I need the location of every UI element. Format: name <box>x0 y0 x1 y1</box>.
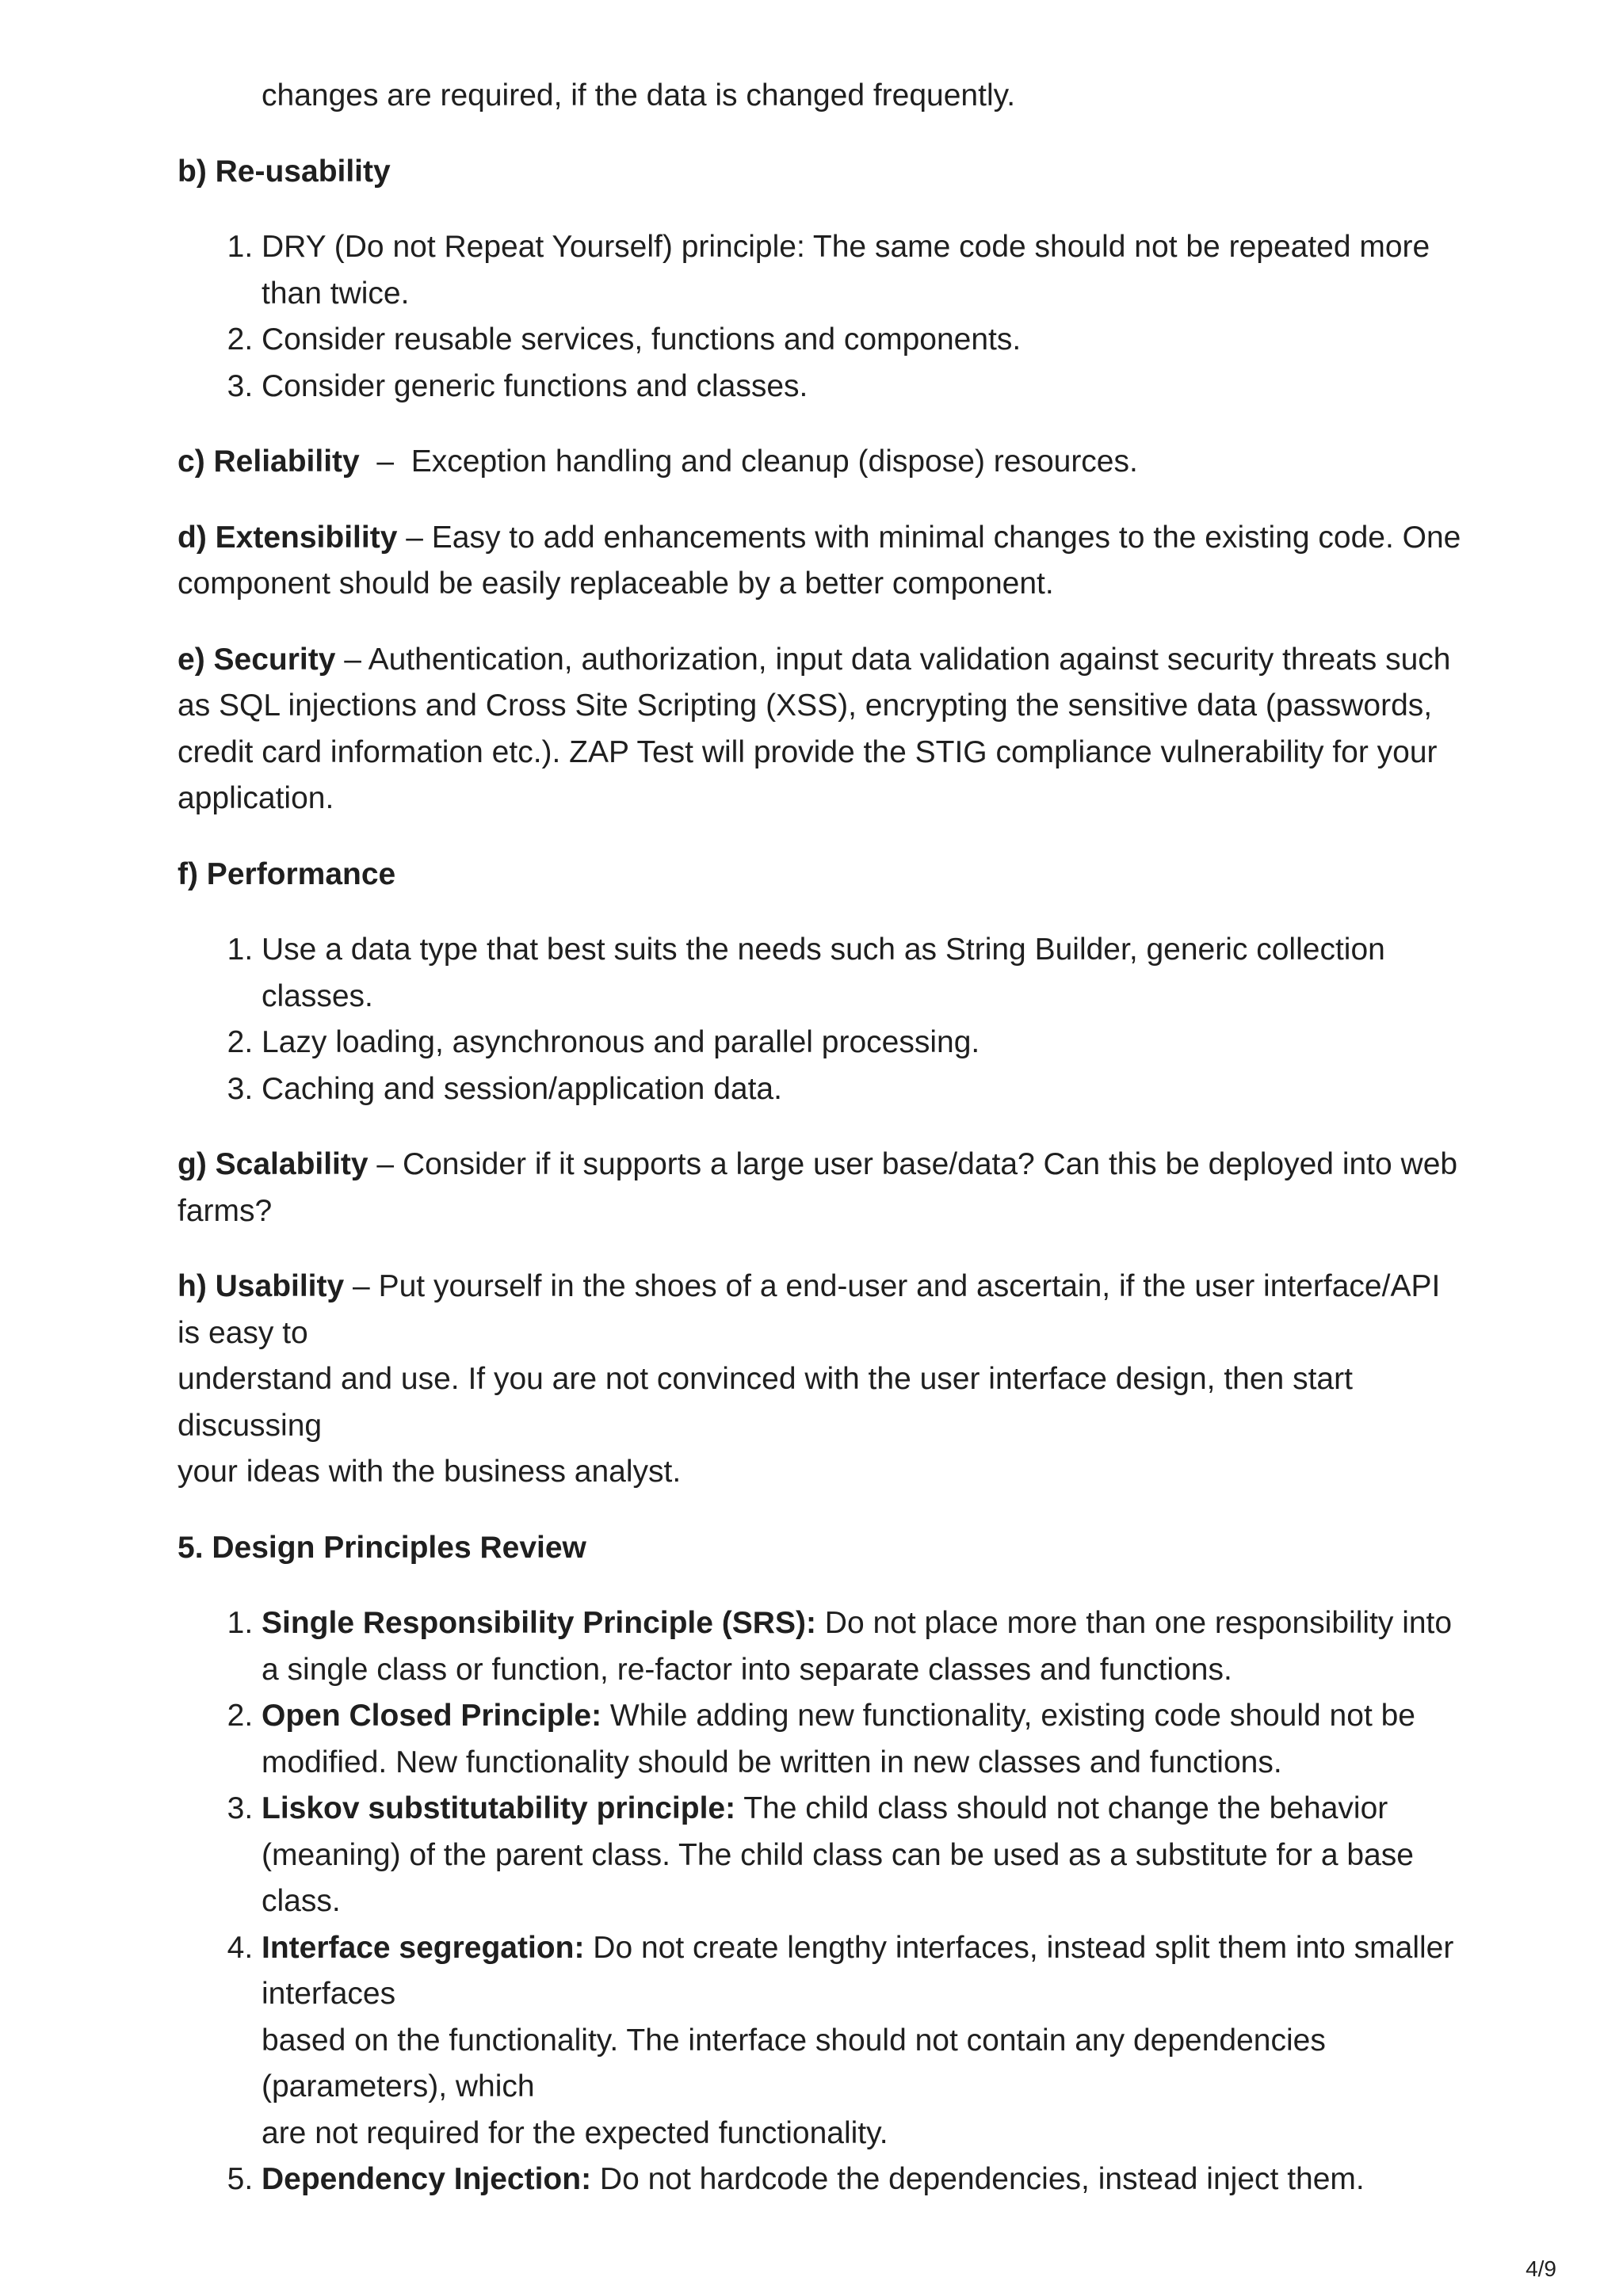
principle-text-3: are not required for the expected functionality. <box>262 2115 888 2150</box>
list-item <box>262 1786 1461 1925</box>
list-item: 1. DRY (Do not Repeat Yourself) principle: The same code should not be repeated more than twice. <box>262 224 1461 317</box>
principle-text: Do not create lengthy interfaces, instead split them into smaller interfaces <box>262 1930 1454 2011</box>
usability-label: h) Usability <box>178 1269 345 1303</box>
list-item <box>262 1693 1461 1786</box>
list-item: 2. Lazy loading, asynchronous and parallel processing. <box>262 1020 1461 1066</box>
principle-text: Do not hardcode the dependencies, instead inject them. <box>591 2162 1365 2196</box>
design-principles-heading: 5. Design Principles Review <box>178 1530 586 1565</box>
reliability-text: – Exception handling and cleanup (dispose) resources. <box>359 444 1138 479</box>
principle-label: Open Closed Principle: <box>262 1699 602 1733</box>
list-item <box>262 1925 1461 2157</box>
document-page <box>178 73 1461 2233</box>
list-item: 3. Consider generic functions and classes. <box>262 364 1461 410</box>
extensibility-label: d) Extensibility <box>178 520 398 555</box>
reusability-list <box>178 224 1461 410</box>
principle-label: Dependency Injection: <box>262 2162 592 2196</box>
page-number: 4/9 <box>1526 2256 1556 2281</box>
list-item: 3. Caching and session/application data. <box>262 1066 1461 1113</box>
extensibility-paragraph <box>178 515 1461 608</box>
principle-label: Interface segregation: <box>262 1930 585 1965</box>
performance-heading: f) Performance <box>178 856 396 891</box>
security-paragraph <box>178 637 1461 822</box>
list-item: 1. Use a data type that best suits the needs such as String Builder, generic collection classes. <box>262 927 1461 1020</box>
list-item: 2. Consider reusable services, functions and components. <box>262 317 1461 364</box>
reusability-heading: b) Re-usability <box>178 154 391 189</box>
principle-text-2: based on the functionality. The interface should not contain any dependencies (parameters), which <box>262 2023 1326 2103</box>
usability-text-3: your ideas with the business analyst. <box>178 1455 682 1489</box>
usability-paragraph <box>178 1264 1461 1496</box>
scalability-text: – Consider if it supports a large user base/data? Can this be deployed into web farms? <box>178 1147 1458 1228</box>
reliability-paragraph <box>178 439 1461 486</box>
extensibility-text: – Easy to add enhancements with minimal changes to the existing code. One component should be easily replaceable by a better component. <box>178 520 1461 601</box>
principle-label: Single Responsibility Principle (SRS): <box>262 1606 816 1640</box>
usability-text-1: – Put yourself in the shoes of a end-user and ascertain, if the user interface/API is easy to <box>178 1269 1441 1350</box>
security-label: e) Security <box>178 642 336 677</box>
intro-continuation: changes are required, if the data is changed frequently. <box>262 78 1016 113</box>
usability-text-2: understand and use. If you are not convinced with the user interface design, then start discussing <box>178 1362 1353 1443</box>
design-principles-list <box>178 1600 1461 2203</box>
performance-list <box>178 927 1461 1112</box>
principle-text: While adding new functionality, existing code should not be modified. New functionality should be written in new classes and functions. <box>262 1699 1415 1779</box>
scalability-paragraph <box>178 1142 1461 1234</box>
principle-text: Do not place more than one responsibility into a single class or function, re-factor into separate classes and functions. <box>262 1606 1453 1687</box>
principle-label: Liskov substitutability principle: <box>262 1791 736 1825</box>
list-item <box>262 2157 1461 2203</box>
security-text: – Authentication, authorization, input data validation against security threats such as SQL injections and Cross Site Scripting (XSS), encrypting the sensitive data (passwords, credit card information etc.). ZAP Test will provide the STIG compliance vulnerability for your application. <box>178 642 1451 815</box>
list-item <box>262 1600 1461 1693</box>
scalability-label: g) Scalability <box>178 1147 369 1181</box>
reliability-label: c) Reliability <box>178 444 360 479</box>
principle-text: The child class should not change the behavior (meaning) of the parent class. The child class can be used as a substitute for a base class. <box>262 1791 1414 1918</box>
